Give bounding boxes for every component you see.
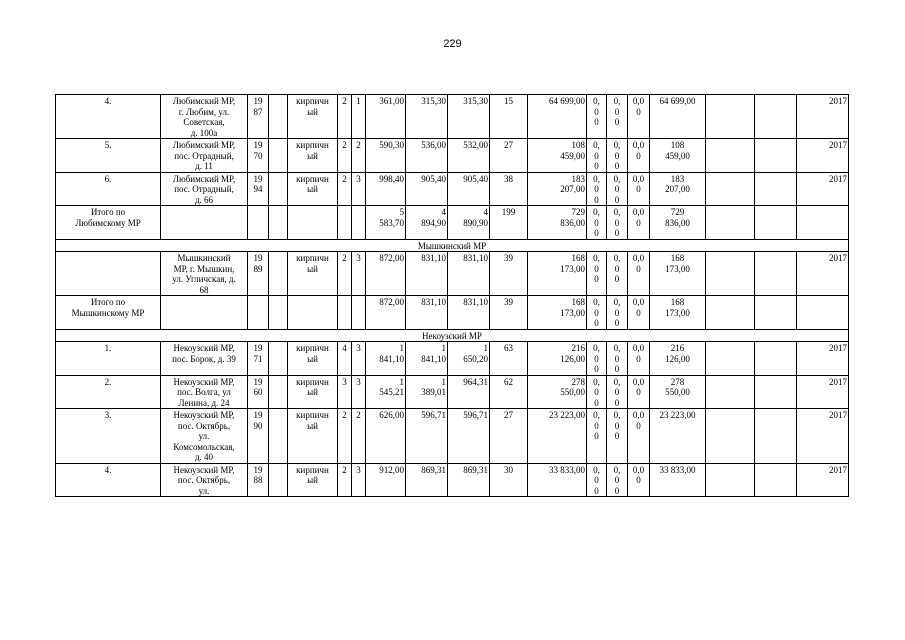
deadline-cell: 2017 (797, 139, 849, 173)
regional-budget-cell: 0, 0 0 (607, 375, 628, 409)
extra-cell (755, 409, 797, 464)
wall-material-cell: кирпичн ый (288, 375, 338, 409)
extra-cell (706, 342, 755, 376)
row-number-cell: 4. (56, 95, 161, 139)
extra-cell (755, 206, 797, 240)
owners-funds-cell: 168 173,00 (650, 252, 706, 296)
section-title: Некоузский МР (56, 329, 849, 342)
blank-cell (269, 296, 288, 330)
entrances-cell: 3 (352, 375, 366, 409)
total-area-cell: 590,30 (366, 139, 406, 173)
total-area-cell: 1 545,21 (366, 375, 406, 409)
residents-cell: 27 (490, 139, 528, 173)
table-row (56, 296, 849, 330)
floors-cell: 2 (338, 172, 352, 206)
housing-register-table (55, 94, 849, 497)
year-built-cell: 19 87 (248, 95, 269, 139)
year-built-cell: 19 70 (248, 139, 269, 173)
regional-budget-cell: 0, 0 0 (607, 95, 628, 139)
section-header-row (56, 329, 849, 342)
deadline-cell: 2017 (797, 375, 849, 409)
table-row (56, 139, 849, 173)
residents-cell: 62 (490, 375, 528, 409)
local-budget-cell: 0,0 0 (628, 375, 650, 409)
extra-cell (755, 139, 797, 173)
apartments-area-cell: 1 841,10 (406, 342, 448, 376)
owners-funds-cell: 168 173,00 (650, 296, 706, 330)
blank-cell (269, 342, 288, 376)
entrances-cell: 3 (352, 252, 366, 296)
apartments-area-cell: 831,10 (406, 252, 448, 296)
extra-cell (706, 409, 755, 464)
repair-cost-cell: 216 126,00 (528, 342, 587, 376)
wall-material-cell: кирпичн ый (288, 342, 338, 376)
local-budget-cell: 0,0 0 (628, 139, 650, 173)
residential-area-cell: 869,31 (448, 463, 490, 497)
row-number-cell (56, 252, 161, 296)
entrances-cell (352, 296, 366, 330)
total-area-cell: 361,00 (366, 95, 406, 139)
year-built-cell: 19 90 (248, 409, 269, 464)
table-row (56, 409, 849, 464)
year-built-cell: 19 94 (248, 172, 269, 206)
address-cell: Некоузский МР, пос. Борок, д. 39 (161, 342, 248, 376)
table-row (56, 172, 849, 206)
residential-area-cell: 1 650,20 (448, 342, 490, 376)
total-area-cell: 5 583,70 (366, 206, 406, 240)
entrances-cell: 2 (352, 409, 366, 464)
extra-cell (706, 252, 755, 296)
year-built-cell: 19 60 (248, 375, 269, 409)
address-cell (161, 206, 248, 240)
total-area-cell: 872,00 (366, 296, 406, 330)
table-body (56, 95, 849, 497)
local-budget-cell: 0,0 0 (628, 296, 650, 330)
extra-cell (706, 139, 755, 173)
row-number-cell: 6. (56, 172, 161, 206)
wall-material-cell: кирпичн ый (288, 463, 338, 497)
table-row (56, 95, 849, 139)
deadline-cell: 2017 (797, 463, 849, 497)
fund-share-cell: 0, 0 0 (587, 139, 607, 173)
extra-cell (706, 206, 755, 240)
row-number-cell: 1. (56, 342, 161, 376)
regional-budget-cell: 0, 0 0 (607, 139, 628, 173)
total-area-cell: 872,00 (366, 252, 406, 296)
residential-area-cell: 596,71 (448, 409, 490, 464)
repair-cost-cell: 729 836,00 (528, 206, 587, 240)
regional-budget-cell: 0, 0 0 (607, 252, 628, 296)
owners-funds-cell: 183 207,00 (650, 172, 706, 206)
address-cell: Некоузский МР, пос. Октябрь, ул. (161, 463, 248, 497)
repair-cost-cell: 108 459,00 (528, 139, 587, 173)
wall-material-cell: кирпичн ый (288, 252, 338, 296)
regional-budget-cell: 0, 0 0 (607, 409, 628, 464)
repair-cost-cell: 33 833,00 (528, 463, 587, 497)
repair-cost-cell: 168 173,00 (528, 296, 587, 330)
residents-cell: 199 (490, 206, 528, 240)
section-title: Мышкинский МР (56, 239, 849, 252)
total-area-cell: 998,40 (366, 172, 406, 206)
blank-cell (269, 139, 288, 173)
regional-budget-cell: 0, 0 0 (607, 172, 628, 206)
regional-budget-cell: 0, 0 0 (607, 342, 628, 376)
repair-cost-cell: 23 223,00 (528, 409, 587, 464)
deadline-cell: 2017 (797, 95, 849, 139)
local-budget-cell: 0,0 0 (628, 342, 650, 376)
entrances-cell: 1 (352, 95, 366, 139)
floors-cell: 2 (338, 252, 352, 296)
floors-cell: 2 (338, 139, 352, 173)
extra-cell (755, 95, 797, 139)
total-area-cell: 912,00 (366, 463, 406, 497)
blank-cell (269, 95, 288, 139)
year-built-cell: 19 71 (248, 342, 269, 376)
residents-cell: 30 (490, 463, 528, 497)
fund-share-cell: 0, 0 0 (587, 342, 607, 376)
fund-share-cell: 0, 0 0 (587, 252, 607, 296)
owners-funds-cell: 108 459,00 (650, 139, 706, 173)
blank-cell (269, 375, 288, 409)
floors-cell: 2 (338, 95, 352, 139)
owners-funds-cell: 33 833,00 (650, 463, 706, 497)
table-row (56, 206, 849, 240)
apartments-area-cell: 905,40 (406, 172, 448, 206)
wall-material-cell (288, 296, 338, 330)
table-row (56, 463, 849, 497)
section-header-row (56, 239, 849, 252)
repair-cost-cell: 64 699,00 (528, 95, 587, 139)
wall-material-cell: кирпичн ый (288, 409, 338, 464)
deadline-cell: 2017 (797, 342, 849, 376)
row-number-cell: Итого по Мышкинскому МР (56, 296, 161, 330)
entrances-cell: 3 (352, 463, 366, 497)
wall-material-cell: кирпичн ый (288, 139, 338, 173)
owners-funds-cell: 64 699,00 (650, 95, 706, 139)
regional-budget-cell: 0, 0 0 (607, 296, 628, 330)
apartments-area-cell: 596,71 (406, 409, 448, 464)
residential-area-cell: 315,30 (448, 95, 490, 139)
year-built-cell (248, 206, 269, 240)
floors-cell (338, 206, 352, 240)
fund-share-cell: 0, 0 0 (587, 95, 607, 139)
apartments-area-cell: 315,30 (406, 95, 448, 139)
floors-cell (338, 296, 352, 330)
fund-share-cell: 0, 0 0 (587, 409, 607, 464)
regional-budget-cell: 0, 0 0 (607, 463, 628, 497)
total-area-cell: 1 841,10 (366, 342, 406, 376)
wall-material-cell: кирпичн ый (288, 172, 338, 206)
residential-area-cell: 831,10 (448, 252, 490, 296)
floors-cell: 3 (338, 375, 352, 409)
owners-funds-cell: 729 836,00 (650, 206, 706, 240)
local-budget-cell: 0,0 0 (628, 95, 650, 139)
row-number-cell: 4. (56, 463, 161, 497)
residents-cell: 38 (490, 172, 528, 206)
entrances-cell: 2 (352, 139, 366, 173)
address-cell: Любимский МР, пос. Отрадный, д. 66 (161, 172, 248, 206)
repair-cost-cell: 183 207,00 (528, 172, 587, 206)
residential-area-cell: 905,40 (448, 172, 490, 206)
residential-area-cell: 964,31 (448, 375, 490, 409)
extra-cell (706, 463, 755, 497)
blank-cell (269, 463, 288, 497)
extra-cell (755, 296, 797, 330)
row-number-cell: Итого по Любимскому МР (56, 206, 161, 240)
blank-cell (269, 172, 288, 206)
apartments-area-cell: 869,31 (406, 463, 448, 497)
year-built-cell: 19 88 (248, 463, 269, 497)
address-cell: Мышкинский МР, г. Мышкин, ул. Угличская, д. 68 (161, 252, 248, 296)
residents-cell: 63 (490, 342, 528, 376)
wall-material-cell (288, 206, 338, 240)
apartments-area-cell: 536,00 (406, 139, 448, 173)
fund-share-cell: 0, 0 0 (587, 172, 607, 206)
extra-cell (755, 463, 797, 497)
apartments-area-cell: 1 389,01 (406, 375, 448, 409)
fund-share-cell: 0, 0 0 (587, 375, 607, 409)
owners-funds-cell: 23 223,00 (650, 409, 706, 464)
deadline-cell: 2017 (797, 172, 849, 206)
address-cell (161, 296, 248, 330)
local-budget-cell: 0,0 0 (628, 206, 650, 240)
deadline-cell: 2017 (797, 252, 849, 296)
address-cell: Любимский МР, пос. Отрадный, д. 11 (161, 139, 248, 173)
residential-area-cell: 4 890,90 (448, 206, 490, 240)
blank-cell (269, 409, 288, 464)
extra-cell (706, 375, 755, 409)
extra-cell (755, 375, 797, 409)
extra-cell (755, 342, 797, 376)
floors-cell: 4 (338, 342, 352, 376)
blank-cell (269, 206, 288, 240)
extra-cell (755, 172, 797, 206)
apartments-area-cell: 831,10 (406, 296, 448, 330)
table-row (56, 342, 849, 376)
fund-share-cell: 0, 0 0 (587, 296, 607, 330)
row-number-cell: 2. (56, 375, 161, 409)
entrances-cell: 3 (352, 172, 366, 206)
owners-funds-cell: 216 126,00 (650, 342, 706, 376)
page-number: 229 (443, 38, 462, 50)
owners-funds-cell: 278 550,00 (650, 375, 706, 409)
address-cell: Некоузский МР, пос. Волга, ул Ленина, д. 24 (161, 375, 248, 409)
fund-share-cell: 0, 0 0 (587, 206, 607, 240)
residents-cell: 27 (490, 409, 528, 464)
extra-cell (706, 172, 755, 206)
residents-cell: 15 (490, 95, 528, 139)
residents-cell: 39 (490, 252, 528, 296)
apartments-area-cell: 4 894,90 (406, 206, 448, 240)
row-number-cell: 3. (56, 409, 161, 464)
floors-cell: 2 (338, 409, 352, 464)
entrances-cell: 3 (352, 342, 366, 376)
regional-budget-cell: 0, 0 0 (607, 206, 628, 240)
blank-cell (269, 252, 288, 296)
address-cell: Любимский МР, г. Любим, ул. Советская, д. 100а (161, 95, 248, 139)
extra-cell (706, 296, 755, 330)
row-number-cell: 5. (56, 139, 161, 173)
residents-cell: 39 (490, 296, 528, 330)
repair-cost-cell: 168 173,00 (528, 252, 587, 296)
local-budget-cell: 0,0 0 (628, 252, 650, 296)
entrances-cell (352, 206, 366, 240)
deadline-cell (797, 206, 849, 240)
table-row (56, 375, 849, 409)
year-built-cell: 19 89 (248, 252, 269, 296)
local-budget-cell: 0,0 0 (628, 463, 650, 497)
residential-area-cell: 831,10 (448, 296, 490, 330)
address-cell: Некоузский МР, пос. Октябрь, ул. Комсомольская, д. 40 (161, 409, 248, 464)
fund-share-cell: 0, 0 0 (587, 463, 607, 497)
extra-cell (755, 252, 797, 296)
deadline-cell (797, 296, 849, 330)
local-budget-cell: 0,0 0 (628, 172, 650, 206)
local-budget-cell: 0,0 0 (628, 409, 650, 464)
repair-cost-cell: 278 550,00 (528, 375, 587, 409)
floors-cell: 2 (338, 463, 352, 497)
wall-material-cell: кирпичн ый (288, 95, 338, 139)
total-area-cell: 626,00 (366, 409, 406, 464)
extra-cell (706, 95, 755, 139)
residential-area-cell: 532,00 (448, 139, 490, 173)
deadline-cell: 2017 (797, 409, 849, 464)
year-built-cell (248, 296, 269, 330)
table-row (56, 252, 849, 296)
